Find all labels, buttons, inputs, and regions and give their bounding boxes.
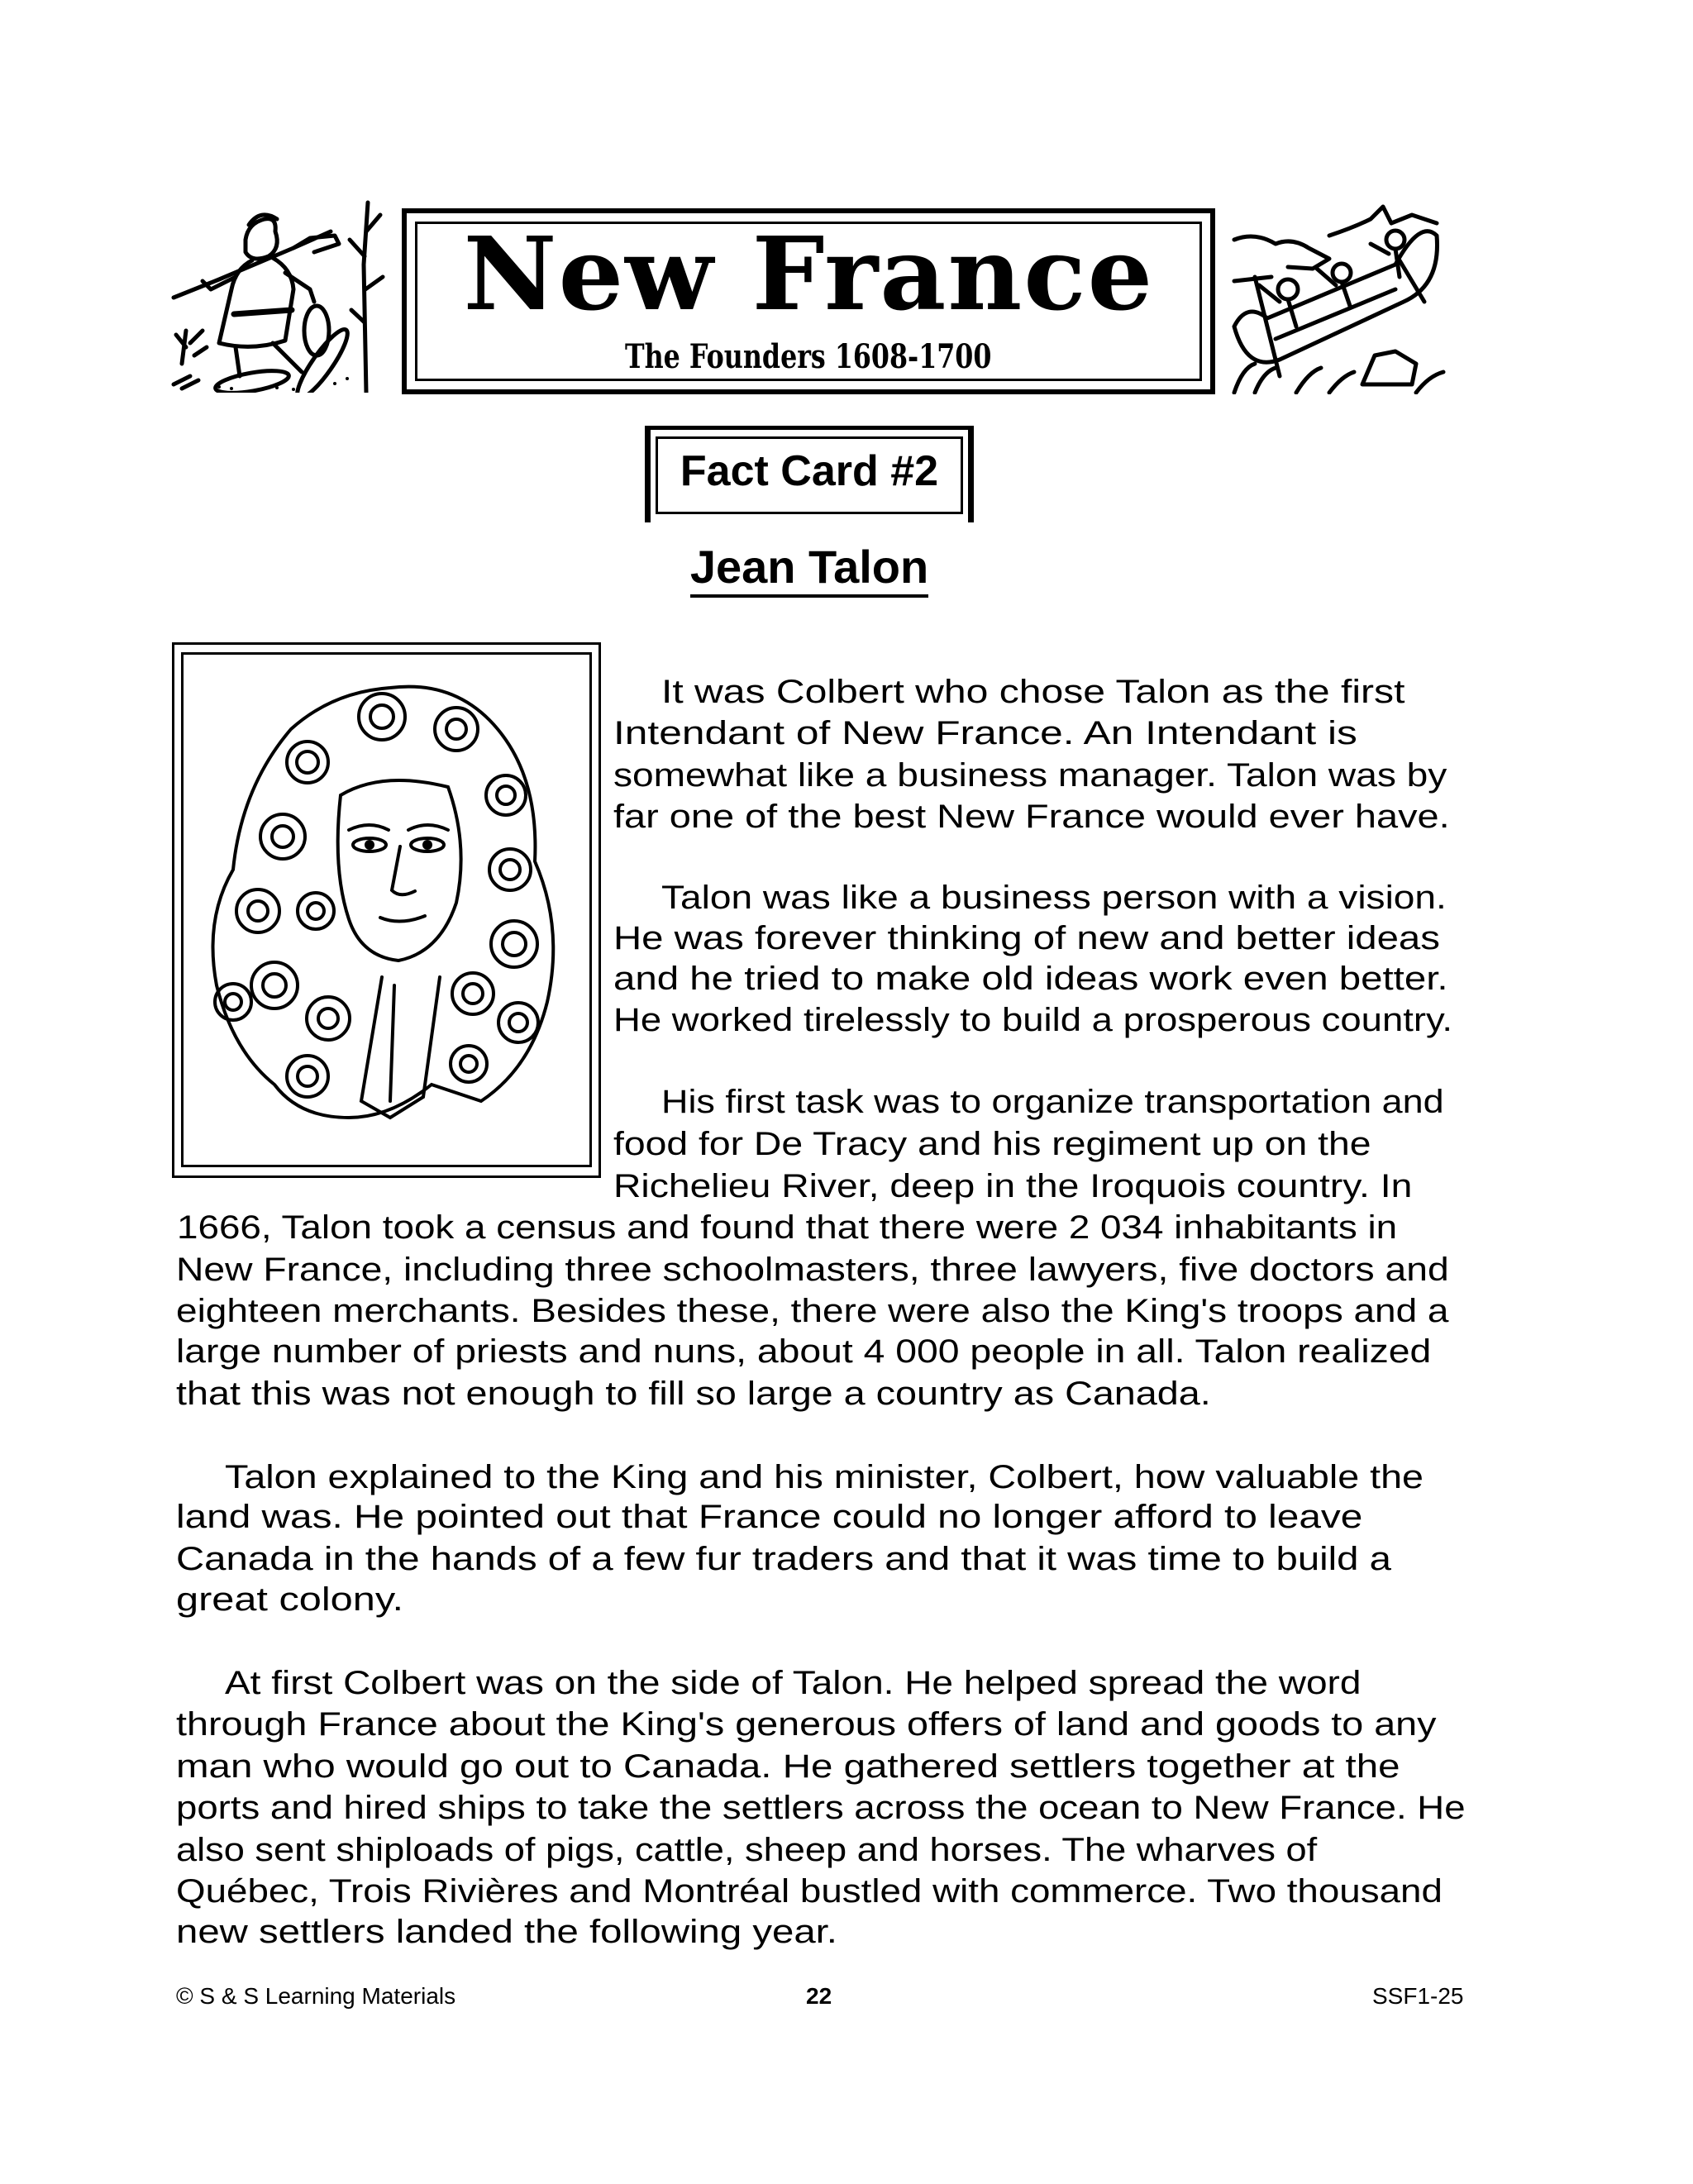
- body-text-line: 1666, Talon took a census and found that there were 2 034 inhabitants in: [177, 1209, 1398, 1246]
- body-text-line: Canada in the hands of a few fur traders and that it was time to build a: [176, 1541, 1391, 1577]
- body-text-line: Québec, Trois Rivières and Montréal bustled with commerce. Two thousand: [176, 1873, 1443, 1910]
- body-text-line: His first task was to organize transportation and: [661, 1084, 1444, 1120]
- body-text-line: New France, including three schoolmasters, three lawyers, five doctors and: [176, 1252, 1449, 1288]
- footer-copyright: © S & S Learning Materials: [176, 1983, 456, 2009]
- body-text-line: through France about the King's generous offers of land and goods to any: [176, 1706, 1437, 1743]
- body-text-line: He was forever thinking of new and better ideas: [613, 920, 1440, 956]
- canoe-voyageurs-illustration: [1230, 203, 1447, 394]
- body-text-line: Talon was like a business person with a vision.: [661, 880, 1447, 916]
- footer-code: SSF1-25: [1372, 1983, 1464, 2009]
- body-text-line: new settlers landed the following year.: [176, 1914, 837, 1950]
- body-text-line: Richelieu River, deep in the Iroquois country. In: [613, 1168, 1413, 1204]
- body-text-line: man who would go out to Canada. He gathered settlers together at the: [176, 1748, 1400, 1785]
- body-text-line: large number of priests and nuns, about 4 000 people in all. Talon realized: [176, 1333, 1432, 1370]
- article-title: [645, 541, 974, 593]
- portrait-frame: [172, 642, 601, 1178]
- snowshoe-trapper-illustration: [169, 198, 393, 393]
- footer-page-number: 22: [806, 1983, 832, 2009]
- body-text-line: It was Colbert who chose Talon as the first: [661, 674, 1405, 710]
- body-text-line: Intendant of New France. An Intendant is: [613, 715, 1357, 751]
- page-title: New France: [463, 215, 1154, 334]
- page-subtitle: The Founders 1608-1700: [625, 337, 992, 376]
- portrait-inner-border: [181, 652, 592, 1167]
- canoe-drawing-icon: [1230, 203, 1447, 394]
- body-text-line: land was. He pointed out that France could no longer afford to leave: [176, 1499, 1363, 1535]
- body-text-line: somewhat like a business manager. Talon was by: [613, 757, 1447, 794]
- body-text-line: At first Colbert was on the side of Talon. He helped spread the word: [225, 1665, 1362, 1701]
- body-text-line: eighteen merchants. Besides these, there were also the King's troops and a: [176, 1293, 1449, 1329]
- body-text-line: and he tried to make old ideas work even better.: [613, 961, 1448, 997]
- body-text-line: also sent shiploads of pigs, cattle, sheep and horses. The wharves of: [176, 1832, 1318, 1868]
- body-text-line: that this was not enough to fill so large a country as Canada.: [176, 1376, 1211, 1412]
- trapper-drawing-icon: [169, 198, 393, 393]
- body-text-line: food for De Tracy and his regiment up on the: [613, 1126, 1371, 1162]
- body-text-line: far one of the best New France would ever have.: [613, 799, 1450, 835]
- fact-card-label: Fact Card #2: [680, 447, 939, 495]
- jean-talon-portrait-illustration: [184, 655, 594, 1170]
- body-text-line: ports and hired ships to take the settlers across the ocean to New France. He: [176, 1790, 1466, 1826]
- body-text-line: He worked tirelessly to build a prosperous country.: [613, 1002, 1453, 1038]
- article-title-text: Jean Talon: [690, 541, 928, 598]
- body-text-line: great colony.: [176, 1581, 404, 1618]
- body-text-line: Talon explained to the King and his minister, Colbert, how valuable the: [225, 1459, 1424, 1495]
